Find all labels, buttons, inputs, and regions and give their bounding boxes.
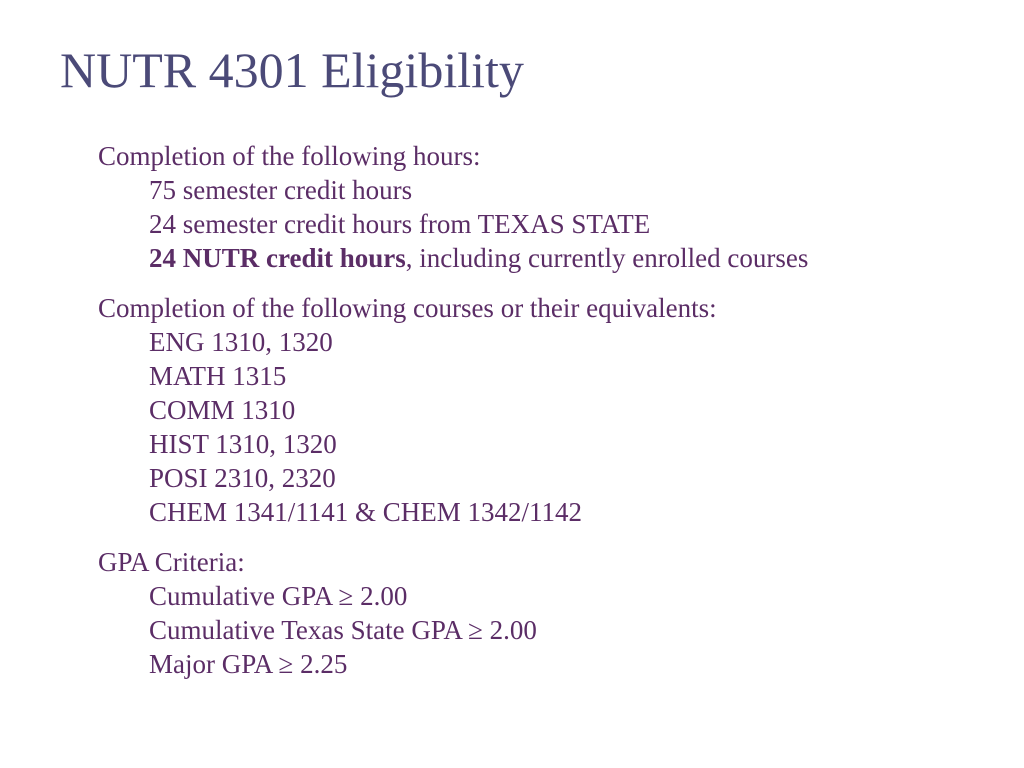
list-item: ENG 1310, 1320 <box>149 327 333 357</box>
slide-title: NUTR 4301 Eligibility <box>60 42 524 98</box>
list-item: 75 semester credit hours <box>149 175 413 205</box>
section-heading: Completion of the following courses or their equivalents: <box>98 293 717 323</box>
list-item: 24 semester credit hours from TEXAS STATE <box>149 209 651 239</box>
section-gpa <box>98 545 998 681</box>
list-item: Cumulative GPA ≥ 2.00 <box>149 581 408 611</box>
list-item: POSI 2310, 2320 <box>149 463 336 493</box>
list-item: MATH 1315 <box>149 361 287 391</box>
list-item: CHEM 1341/1141 & CHEM 1342/1142 <box>149 497 583 527</box>
emphasis-text: 24 NUTR credit hours <box>149 243 406 273</box>
section-heading: GPA Criteria: <box>98 547 245 577</box>
list-item: HIST 1310, 1320 <box>149 429 337 459</box>
section-hours <box>98 139 998 275</box>
list-item: Cumulative Texas State GPA ≥ 2.00 <box>149 615 537 645</box>
emphasis-rest: , including currently enrolled courses <box>405 243 809 273</box>
list-item-emphasis <box>98 241 998 275</box>
section-heading: Completion of the following hours: <box>98 141 481 171</box>
list-item: COMM 1310 <box>149 395 296 425</box>
slide-body <box>98 139 998 697</box>
list-item: Major GPA ≥ 2.25 <box>149 649 348 679</box>
section-courses <box>98 291 998 529</box>
